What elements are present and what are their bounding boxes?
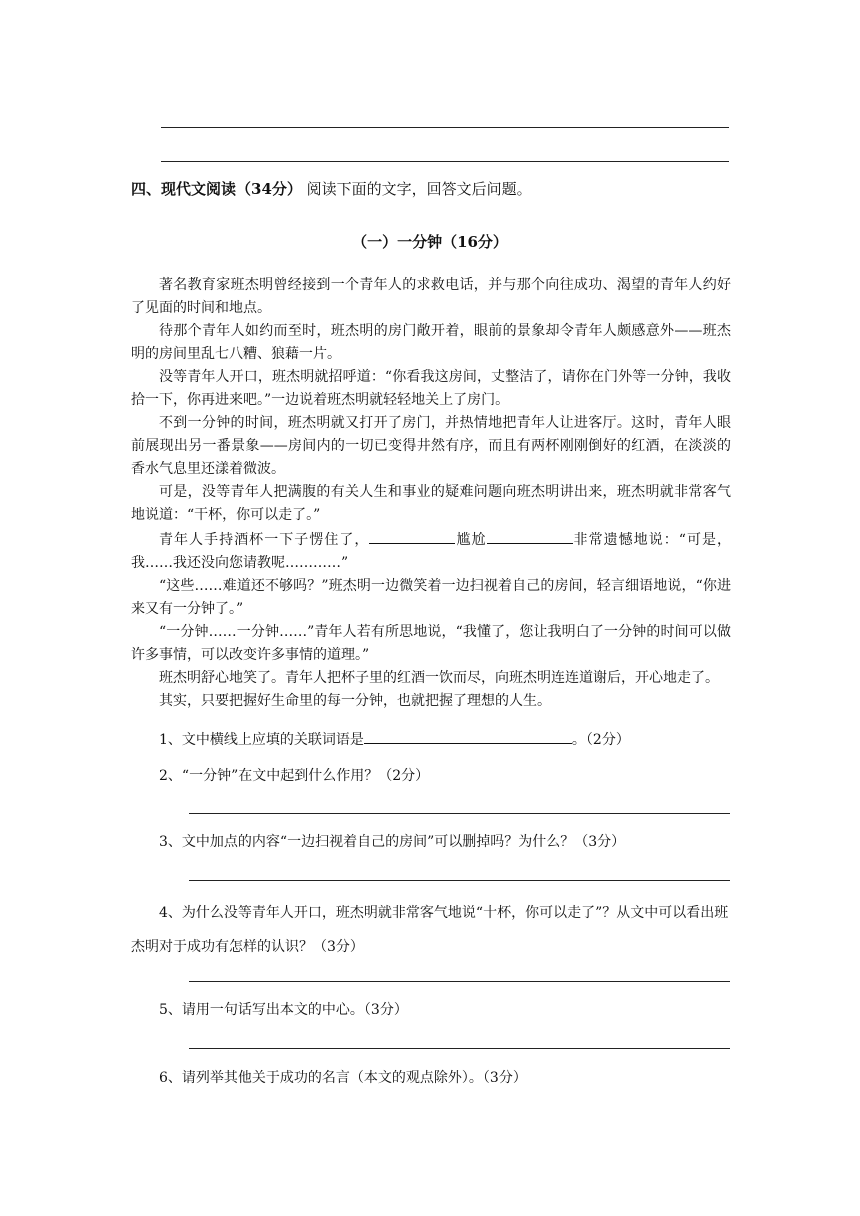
passage-paragraph: “这些……难道还不够吗？”班杰明一边微笑着一边扫视着自己的房间，轻言细语地说，“你进来又有一分钟了。”	[131, 578, 731, 617]
passage-body	[131, 274, 731, 713]
passage-title: （一）一分钟（16分）	[352, 233, 508, 251]
question-text: 4、为什么没等青年人开口，班杰明就非常客气地说“十杯，你可以走了”？从文中可以看出班杰明对于成功有怎样的认识？（3分）	[131, 905, 729, 955]
question-text: 2、“一分钟”在文中起到什么作用？（2分）	[159, 768, 430, 784]
passage-text: 青年人手持酒杯一下子愣住了，	[159, 532, 370, 548]
passage-paragraph: “一分钟……一分钟……”青年人若有所思地说，“我懂了，您让我明白了一分钟的时间可以做许多事情，可以改变许多事情的道理。”	[131, 624, 731, 663]
question-text: 5、请用一句话写出本文的中心。（3分）	[159, 1002, 408, 1018]
passage-paragraph: 不到一分钟的时间，班杰明就又打开了房门，并热情地把青年人让进客厅。这时，青年人眼前展现出另一番景象——房间内的一切已变得井然有序，而且有两杯刚刚倒好的红酒，在淡淡的香水气息里还漾着微波。	[131, 415, 731, 477]
passage-text: 尴尬	[455, 532, 487, 548]
section-heading-bold: 四、现代文阅读（34分）	[131, 180, 302, 198]
passage-paragraph: 著名教育家班杰明曾经接到一个青年人的求救电话，并与那个向往成功、渴望的青年人约好了见面的时间和地点。	[131, 277, 731, 316]
question-2	[131, 762, 731, 790]
passage-paragraph: 可是，没等青年人把满腹的有关人生和事业的疑难问题向班杰明讲出来，班杰明就非常客气地说道：“干杯，你可以走了。”	[131, 484, 731, 523]
answer-blank[interactable]	[364, 727, 572, 744]
question-5	[131, 996, 731, 1024]
answer-line[interactable]	[189, 1048, 730, 1049]
fill-blank[interactable]	[369, 527, 455, 544]
section-heading-instruction: 阅读下面的文字，回答文后问题。	[301, 180, 532, 198]
question-4	[131, 896, 731, 964]
question-text: 6、请列举其他关于成功的名言（本文的观点除外）。（3分）	[159, 1070, 527, 1086]
answer-line[interactable]	[189, 981, 730, 982]
passage-paragraph: 其实，只要把握好生命里的每一分钟，也就把握了理想的人生。	[159, 693, 551, 709]
question-3	[131, 828, 731, 856]
question-1	[131, 726, 731, 754]
answer-line[interactable]	[189, 880, 730, 881]
passage-paragraph: 班杰明舒心地笑了。青年人把杯子里的红酒一饮而尽，向班杰明连连道谢后，开心地走了。	[159, 670, 719, 686]
answer-line-top-2	[161, 161, 729, 162]
passage-text: 非常遗憾地说：“可是，我……我还没向您请教呢…………”	[131, 532, 731, 571]
answer-line-top-1	[161, 127, 729, 128]
question-score: 。（2分）	[571, 732, 630, 748]
answer-line[interactable]	[189, 813, 730, 814]
passage-paragraph: 没等青年人开口，班杰明就招呼道：“你看我这房间，丈整洁了，请你在门外等一分钟，我收拾一下，你再进来吧。”一边说着班杰明就轻轻地关上了房门。	[131, 369, 731, 408]
passage-paragraph: 待那个青年人如约而至时，班杰明的房门敞开着，眼前的景象却令青年人颇感意外——班杰明的房间里乱七八糟、狼藉一片。	[131, 323, 731, 362]
question-text: 1、文中横线上应填的关联词语是	[159, 732, 364, 748]
section-heading	[131, 178, 532, 200]
passage-paragraph-with-blanks	[131, 527, 731, 575]
fill-blank[interactable]	[487, 527, 573, 544]
question-text: 3、文中加点的内容“一边扫视着自己的房间”可以删掉吗？为什么？（3分）	[159, 834, 626, 850]
question-6	[131, 1064, 731, 1092]
